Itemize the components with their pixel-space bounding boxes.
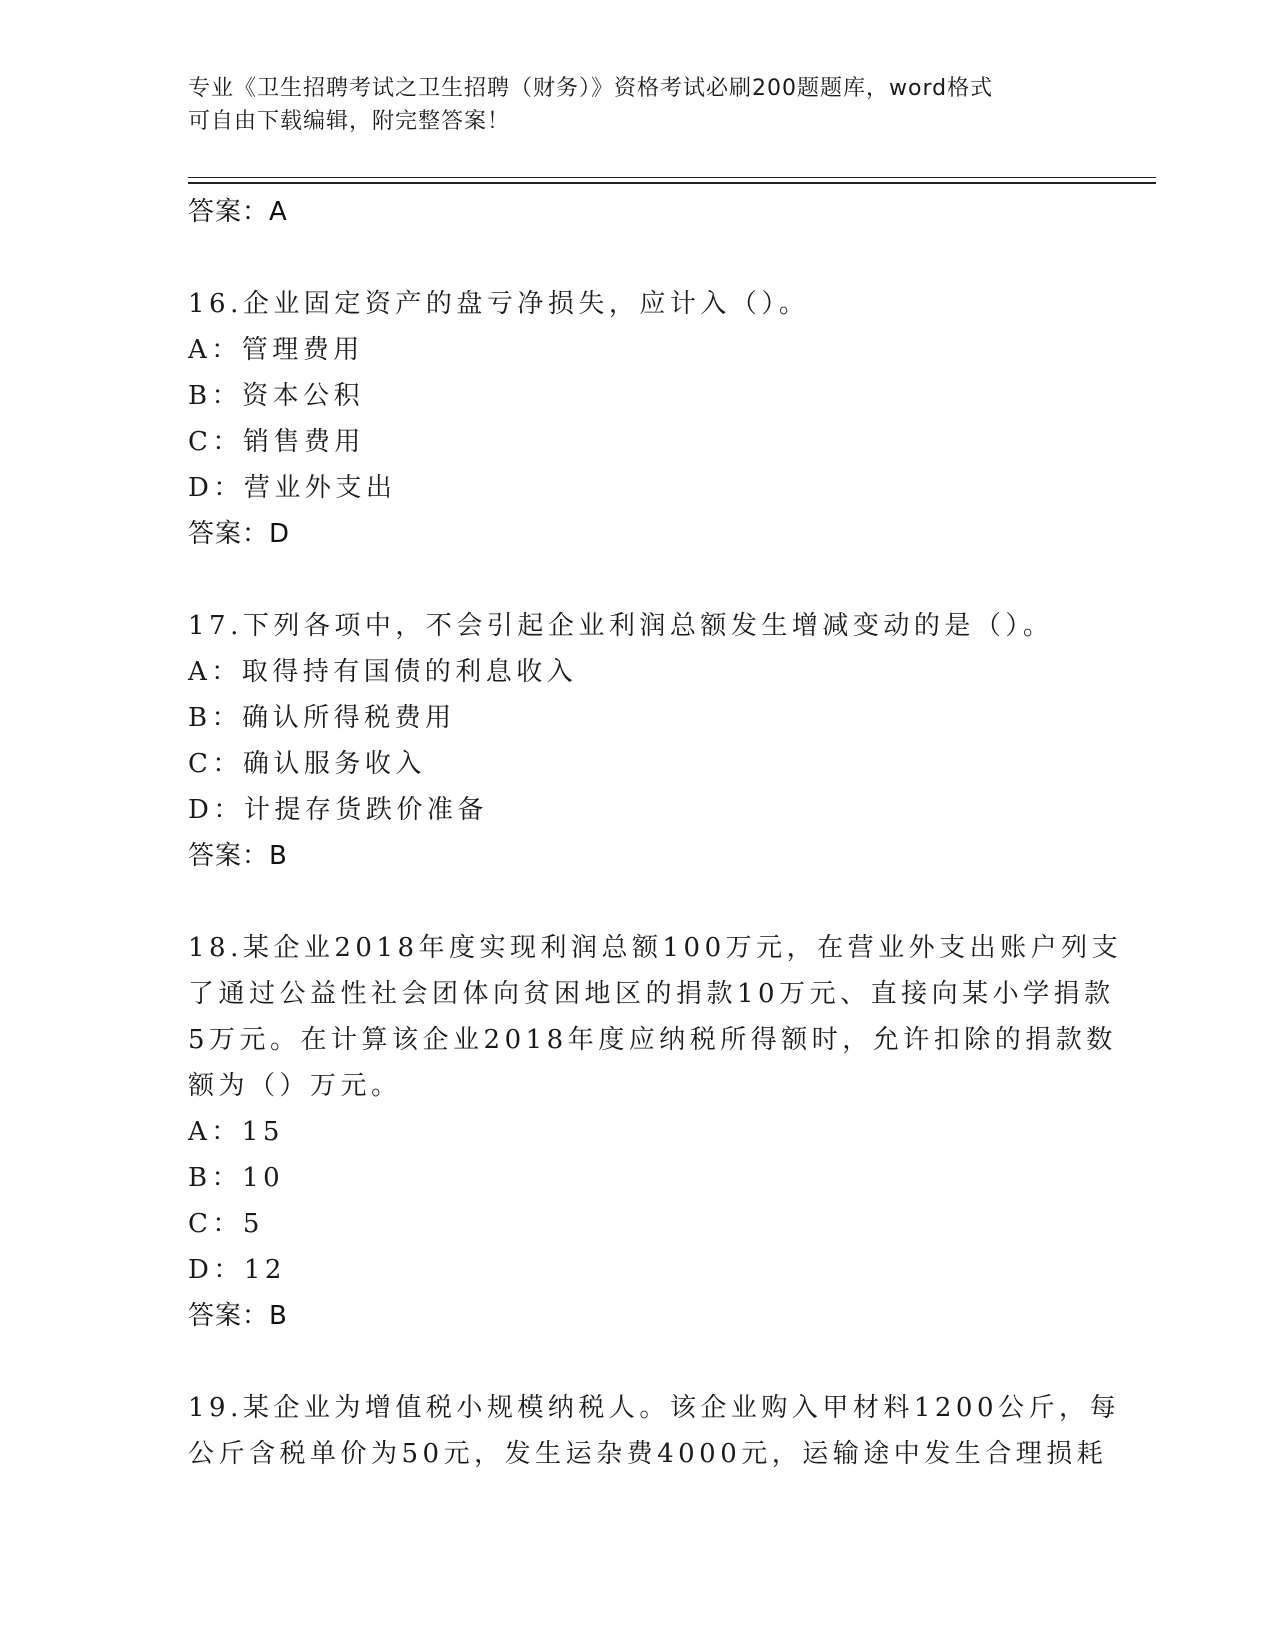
- question-stem: 了通过公益性社会团体向贫困地区的捐款10万元、直接向某小学捐款: [188, 979, 1115, 1009]
- answer-line: 答案：B: [188, 1301, 288, 1331]
- question-18: [188, 925, 1123, 1339]
- option-b: B：10: [188, 1163, 285, 1193]
- question-stem: 17.下列各项中，不会引起企业利润总额发生增减变动的是（）。: [188, 611, 1054, 641]
- option-a: A：15: [188, 1117, 284, 1147]
- answer-line: 答案：D: [188, 519, 291, 549]
- spacer: [188, 557, 1088, 603]
- option-d: D：12: [188, 1255, 286, 1285]
- question-19: [188, 1385, 1121, 1477]
- question-stem: 18.某企业2018年度实现利润总额100万元，在营业外支出账户列支: [188, 933, 1123, 963]
- document-header: [188, 72, 1088, 138]
- option-a: A：管理费用: [188, 335, 364, 365]
- option-d: D：计提存货跌价准备: [188, 795, 488, 825]
- option-b: B：资本公积: [188, 381, 365, 411]
- question-stem: 额为（）万元。: [188, 1071, 402, 1101]
- option-c: C：销售费用: [188, 427, 365, 457]
- spacer: [188, 879, 1088, 925]
- header-divider-thick: [188, 182, 1156, 184]
- option-a: A：取得持有国债的利息收入: [188, 657, 578, 687]
- question-stem: 16.企业固定资产的盘亏净损失，应计入（）。: [188, 289, 810, 319]
- question-stem: 公斤含税单价为50元，发生运杂费4000元，运输途中发生合理损耗: [188, 1439, 1108, 1469]
- question-list: [188, 189, 1123, 1477]
- option-b: B：确认所得税费用: [188, 703, 456, 733]
- option-c: C：确认服务收入: [188, 749, 426, 779]
- question-16: [188, 281, 1088, 557]
- spacer: [188, 235, 1088, 281]
- header-line-1: 专业《卫生招聘考试之卫生招聘（财务）》资格考试必刷200题题库，word格式: [188, 76, 994, 101]
- header-divider-thin: [188, 177, 1156, 178]
- option-d: D：营业外支出: [188, 473, 397, 503]
- option-c: C：5: [188, 1209, 264, 1239]
- answer-line: 答案：A: [188, 197, 288, 227]
- question-17: [188, 603, 1088, 879]
- answer-line: 答案：B: [188, 841, 288, 871]
- question-stem: 5万元。在计算该企业2018年度应纳税所得额时，允许扣除的捐款数: [188, 1025, 1117, 1055]
- spacer: [188, 1339, 1088, 1385]
- header-line-2: 可自由下载编辑，附完整答案！: [188, 109, 511, 134]
- question-stem: 19.某企业为增值税小规模纳税人。该企业购入甲材料1200公斤，每: [188, 1393, 1121, 1423]
